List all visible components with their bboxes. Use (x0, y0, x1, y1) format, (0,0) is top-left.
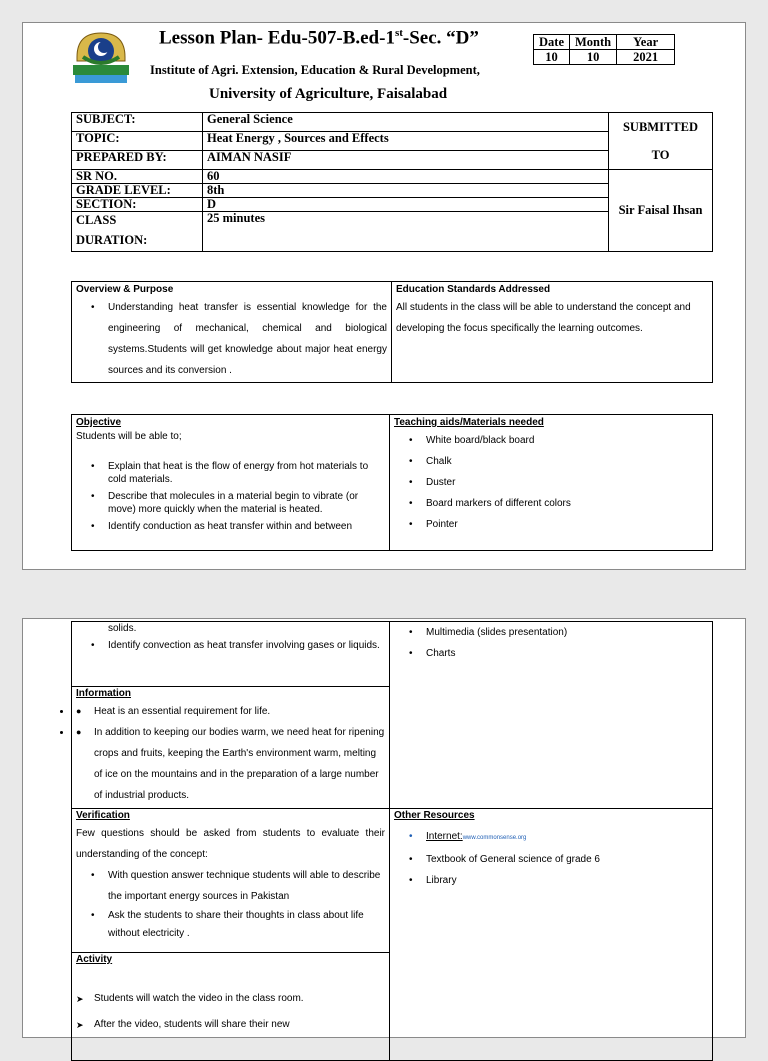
information-item: ● • Heat is an essential requirement for life. (72, 701, 389, 722)
objective-heading: Objective (76, 417, 122, 428)
verification-intro: Few questions should be asked from students to evaluate their understanding of the concept: (76, 828, 385, 860)
information-heading: Information (76, 688, 131, 699)
teaching-aid-item: • Charts (390, 643, 712, 664)
activity-list (72, 986, 389, 1038)
verification-heading: Verification (76, 810, 130, 821)
page-2 (22, 618, 746, 1038)
activity-section (72, 953, 389, 1038)
submitted-to-name: Sir Faisal Ihsan (609, 170, 713, 252)
objective-item: • Identify conduction as heat transfer within and between (72, 520, 389, 533)
objective-section (71, 414, 713, 551)
year-value: 2021 (617, 50, 675, 65)
section-value: D (203, 198, 609, 212)
class-duration-value: 25 minutes (203, 212, 609, 252)
other-resources-list-2 (390, 849, 712, 891)
teaching-aid-item: • Duster (390, 472, 712, 493)
standards-heading: Education Standards Addressed (396, 284, 551, 295)
information-item: ● • In addition to keeping our bodies warm, we need heat for ripening crops and fruits, keeping the Earth's environment warm, melting of ice on the mountains and in the preparation of a large number of industrial products. (72, 722, 389, 806)
month-label: Month (570, 35, 617, 50)
overview-list (72, 297, 391, 381)
continuation-table (71, 621, 713, 1061)
objective-item: • Describe that molecules in a material begin to vibrate (or move) more quickly when the material is heated. (72, 490, 389, 516)
objective-column (72, 415, 390, 550)
verification-item: • Ask the students to share their thoughts in class about life without electricity . (72, 907, 389, 943)
activity-item: ➤ After the video, students will share their new (72, 1012, 389, 1038)
sr-no-label: SR NO. (72, 170, 203, 184)
section-label: SECTION: (72, 198, 203, 212)
submitted-to-header: SUBMITTED TO (609, 113, 713, 170)
internet-label: Internet: (426, 831, 463, 842)
prepared-by-label: PREPARED BY: (72, 151, 203, 170)
activity-item: ➤ Students will watch the video in the class room. (72, 986, 389, 1012)
objective-continued: solids. (108, 623, 137, 634)
other-resources-section (390, 809, 712, 891)
teaching-aids-list-continued (390, 622, 712, 664)
university-name: University of Agriculture, Faisalabad (209, 86, 448, 102)
verification-list (72, 865, 389, 943)
overview-column (72, 282, 392, 382)
objective-item: • Explain that heat is the flow of energy from hot materials to cold materials. (72, 460, 389, 486)
class-duration-label: CLASS DURATION: (72, 212, 203, 252)
other-resource-item: • Library (390, 870, 712, 891)
topic-value: Heat Energy , Sources and Effects (203, 132, 609, 151)
teaching-aid-item: • White board/black board (390, 430, 712, 451)
left-column (72, 622, 390, 1060)
sr-no-value: 60 (203, 170, 609, 184)
overview-section (71, 281, 713, 383)
teaching-aid-item: • Multimedia (slides presentation) (390, 622, 712, 643)
date-label: Date (534, 35, 570, 50)
information-list (72, 701, 389, 806)
teaching-aid-item: • Pointer (390, 514, 712, 535)
other-resource-internet (390, 826, 712, 849)
grade-level-value: 8th (203, 184, 609, 198)
internet-link[interactable]: www.commonsense.org (462, 835, 527, 841)
objective-item: • Identify convection as heat transfer involving gases or liquids. (72, 639, 389, 652)
month-value: 10 (570, 50, 617, 65)
grade-level-label: GRADE LEVEL: (72, 184, 203, 198)
other-resources-heading: Other Resources (394, 810, 475, 821)
teaching-aids-column (390, 415, 712, 550)
other-resources-list (390, 826, 712, 849)
overview-bullet: • Understanding heat transfer is essential knowledge for the engineering of mechanical, chemical and biological systems.Students will get knowledge about major heat energy sources and its conversion . (72, 297, 391, 381)
overview-heading: Overview & Purpose (76, 284, 174, 295)
information-section (72, 687, 389, 806)
lesson-info-table (71, 112, 713, 252)
standards-column (392, 282, 712, 382)
date-value: 10 (534, 50, 570, 65)
objective-list-continued (72, 639, 389, 652)
subject-value: General Science (203, 113, 609, 132)
objective-list (72, 460, 389, 533)
teaching-aid-item: • Board markers of different colors (390, 493, 712, 514)
topic-label: TOPIC: (72, 132, 203, 151)
page-1 (22, 22, 746, 570)
university-logo (69, 27, 133, 87)
date-table (533, 34, 675, 65)
other-resource-item: • Textbook of General science of grade 6 (390, 849, 712, 870)
right-column (390, 622, 712, 1060)
verification-section (72, 809, 389, 943)
teaching-aids-heading: Teaching aids/Materials needed (394, 417, 544, 428)
subject-label: SUBJECT: (72, 113, 203, 132)
lesson-plan-title: Lesson Plan- Edu-507-B.ed-1st-Sec. “D” (159, 27, 479, 49)
institute-name: Institute of Agri. Extension, Education & Rural Development, (150, 63, 480, 77)
standards-text: All students in the class will be able to understand the concept and developing the focus specifically the learning outcomes. (396, 302, 691, 334)
prepared-by-value: AIMAN NASIF (203, 151, 609, 170)
objective-intro: Students will be able to; (76, 431, 182, 442)
activity-heading: Activity (76, 954, 113, 965)
teaching-aid-item: • Chalk (390, 451, 712, 472)
verification-item: • With question answer technique students will able to describe the important energy sources in Pakistan (72, 865, 389, 907)
year-label: Year (617, 35, 675, 50)
teaching-aids-list (390, 430, 712, 535)
